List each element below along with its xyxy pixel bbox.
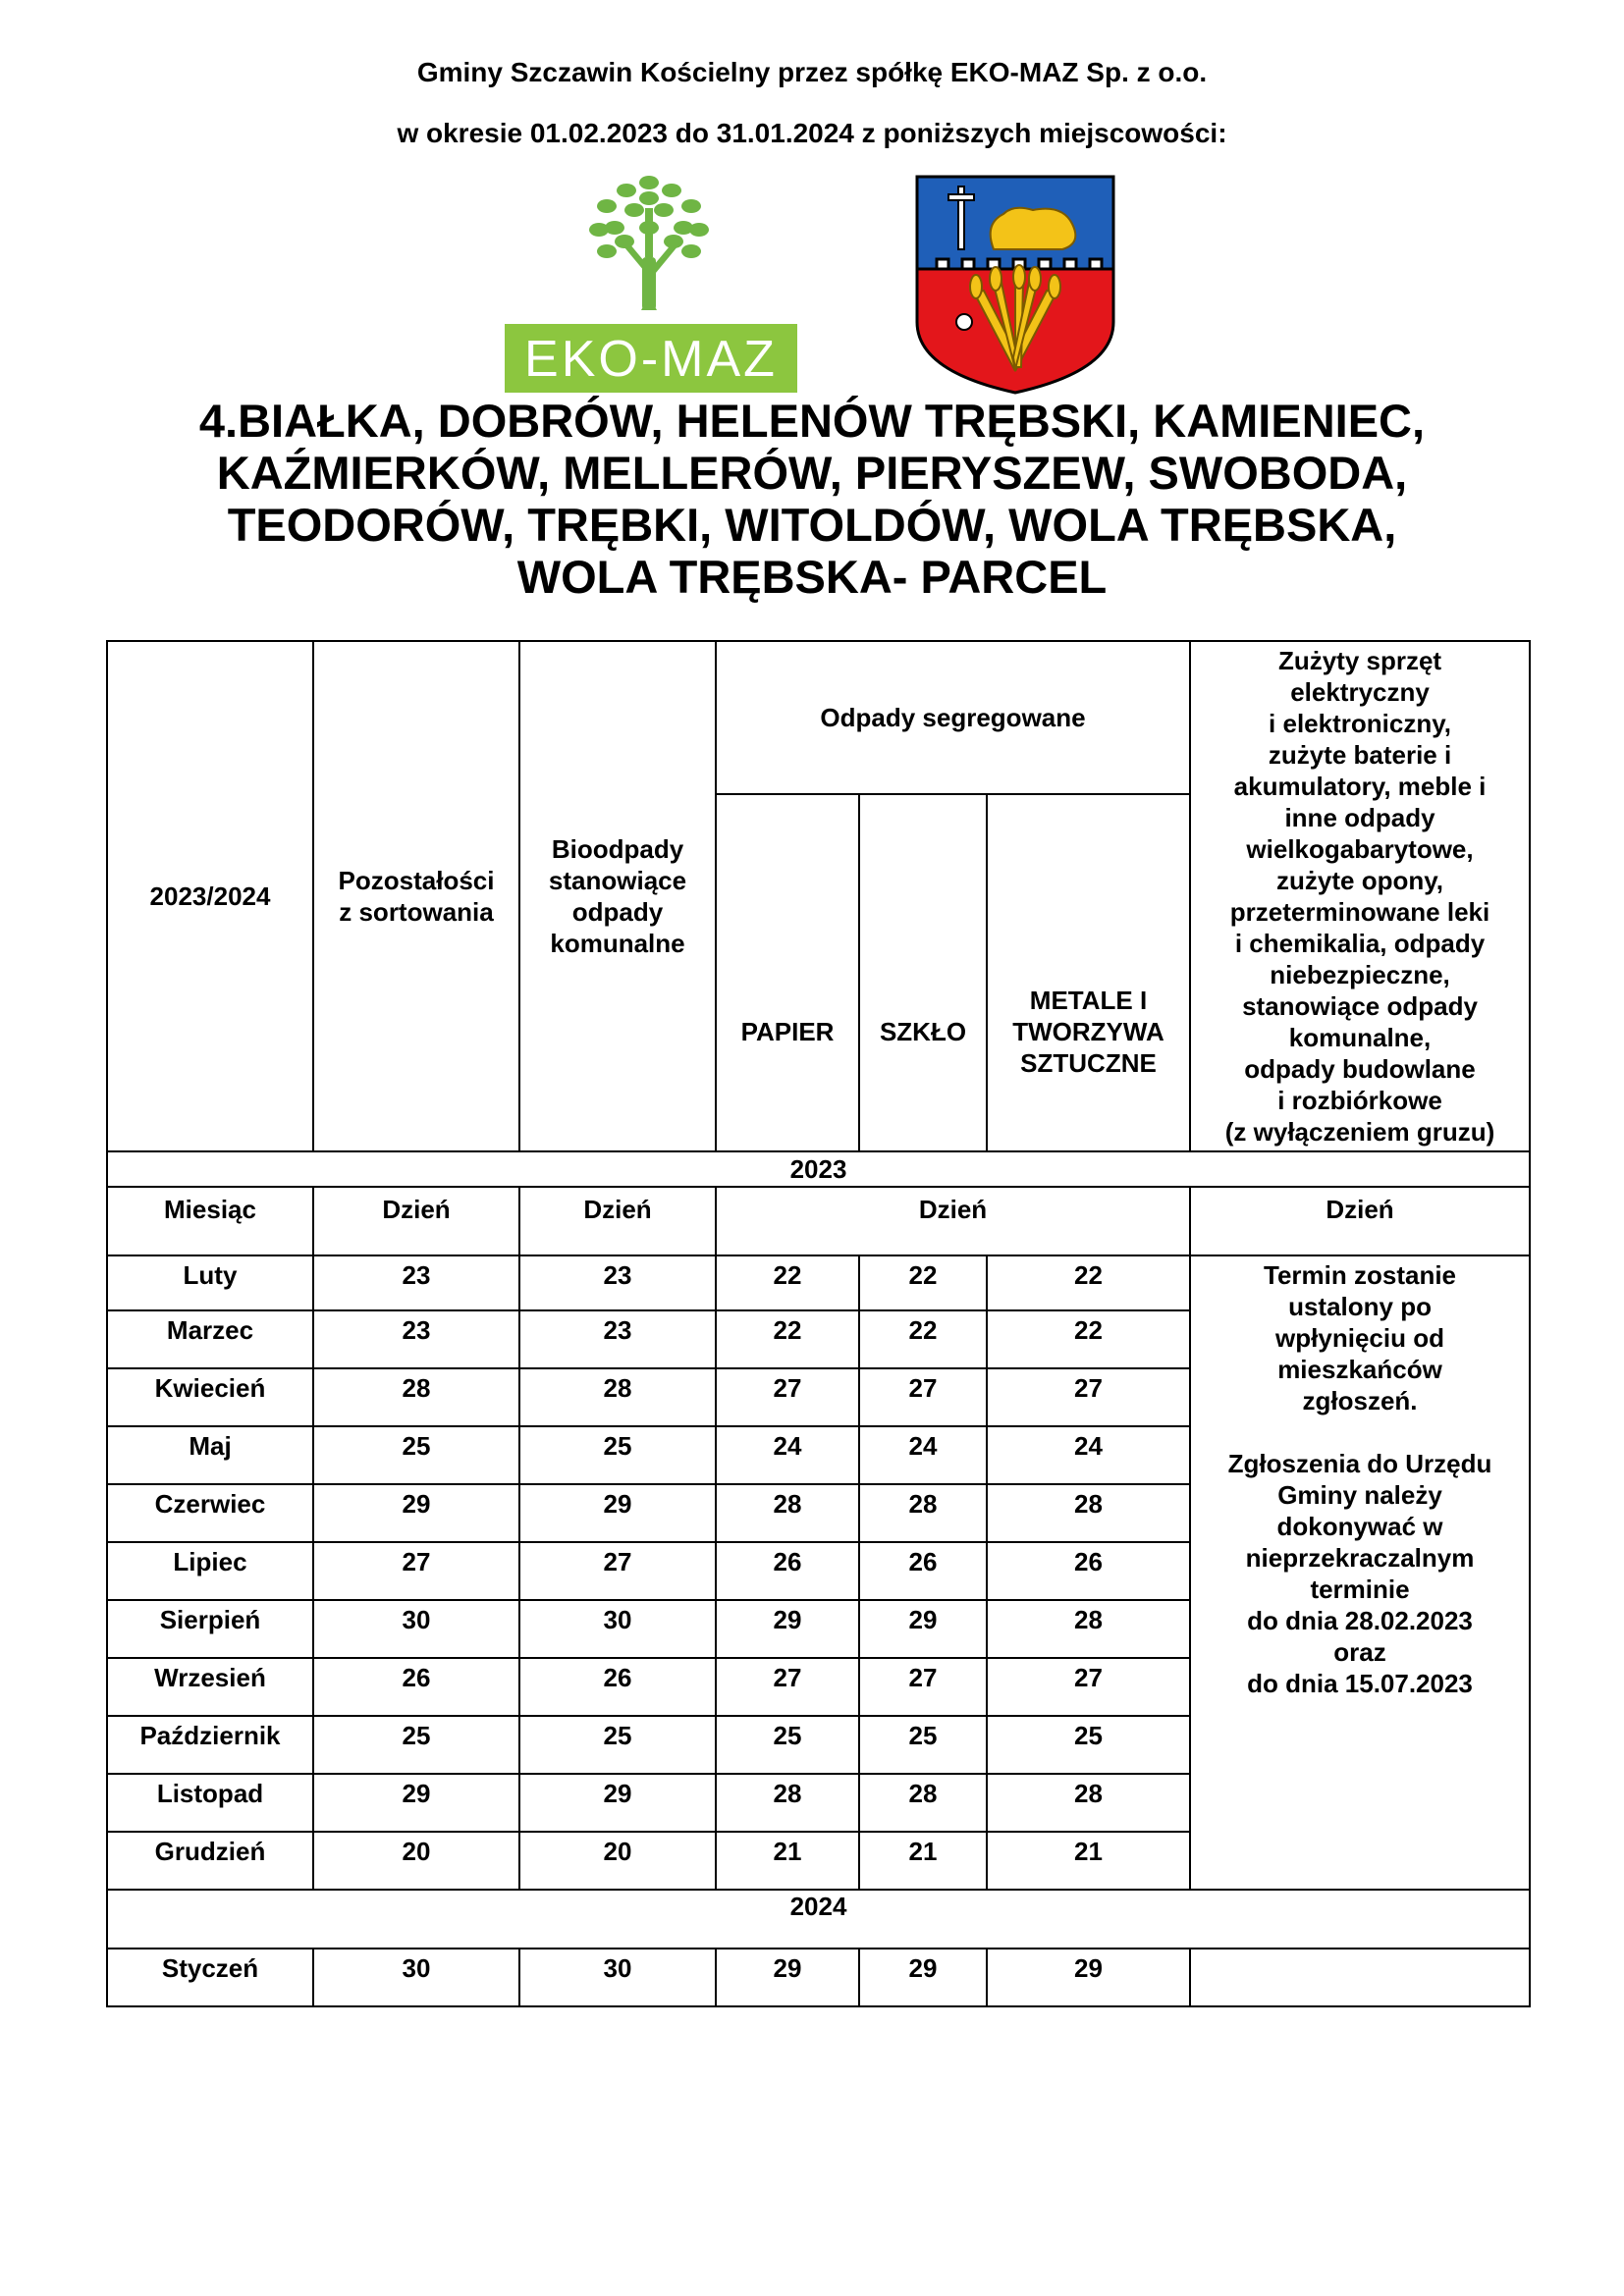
header-line: TWORZYWA: [1012, 1017, 1164, 1046]
paper-day-cell: 24: [716, 1426, 859, 1484]
header-line: z sortowania: [339, 897, 494, 927]
bio-day-cell: 20: [519, 1832, 716, 1890]
day-column-header: Dzień: [519, 1187, 716, 1255]
header-line: stanowiące: [548, 866, 687, 895]
metal-day-cell: 28: [987, 1774, 1190, 1832]
bulky-day-cell: [1190, 1949, 1530, 2006]
month-cell: Grudzień: [107, 1832, 313, 1890]
metal-day-cell: 22: [987, 1255, 1190, 1310]
bio-day-cell: 23: [519, 1310, 716, 1368]
segregated-header: Odpady segregowane: [716, 641, 1190, 794]
glass-day-cell: 24: [859, 1426, 987, 1484]
glass-day-cell: 27: [859, 1368, 987, 1426]
paper-day-cell: 25: [716, 1716, 859, 1774]
table-row: [107, 1949, 1530, 2006]
note-line: Termin zostanie: [1264, 1260, 1457, 1290]
metal-day-cell: 21: [987, 1832, 1190, 1890]
note-line: Gminy należy: [1277, 1480, 1442, 1510]
residual-day-cell: 29: [313, 1774, 519, 1832]
locations-heading: [98, 395, 1526, 603]
header-line: niebezpieczne,: [1270, 960, 1450, 989]
note-line: dokonywać w: [1276, 1512, 1443, 1541]
header-line: Bioodpady: [551, 834, 684, 864]
header-line: komunalne,: [1288, 1023, 1432, 1052]
day-column-header: Dzień: [1190, 1187, 1530, 1255]
header-line: Zużyty sprzęt: [1277, 646, 1442, 675]
glass-day-cell: 26: [859, 1542, 987, 1600]
month-cell: Kwiecień: [107, 1368, 313, 1426]
metal-day-cell: 27: [987, 1658, 1190, 1716]
day-column-header: Dzień: [313, 1187, 519, 1255]
locations-line: 4.BIAŁKA, DOBRÓW, HELENÓW TRĘBSKI, KAMIENIEC,: [198, 395, 1426, 447]
paper-day-cell: 29: [716, 1600, 859, 1658]
bio-day-cell: 30: [519, 1949, 716, 2006]
glass-day-cell: 21: [859, 1832, 987, 1890]
paper-day-cell: 27: [716, 1368, 859, 1426]
residual-day-cell: 30: [313, 1600, 519, 1658]
month-column-header: Miesiąc: [107, 1187, 313, 1255]
leaf-icon: [662, 184, 681, 197]
metal-day-cell: 26: [987, 1542, 1190, 1600]
note-line: do dnia 15.07.2023: [1247, 1669, 1473, 1698]
tree-icon: [589, 176, 709, 310]
bio-day-cell: 23: [519, 1255, 716, 1310]
header-line: i chemikalia, odpady: [1234, 929, 1486, 958]
leaf-icon: [617, 184, 636, 197]
glass-day-cell: 27: [859, 1658, 987, 1716]
leaf-icon: [615, 235, 634, 248]
note-line: wpłynięciu od: [1275, 1323, 1444, 1353]
residual-day-cell: 23: [313, 1255, 519, 1310]
bio-day-cell: 25: [519, 1426, 716, 1484]
metal-day-cell: 28: [987, 1484, 1190, 1542]
note-line: terminie: [1310, 1575, 1410, 1604]
bio-day-cell: 26: [519, 1658, 716, 1716]
locations-line: TEODORÓW, TRĘBKI, WITOLDÓW, WOLA TRĘBSKA,: [227, 499, 1397, 551]
header-line: stanowiące odpady: [1242, 991, 1478, 1021]
metal-day-cell: 22: [987, 1310, 1190, 1368]
note-line: do dnia 28.02.2023: [1247, 1606, 1473, 1635]
note-line: ustalony po: [1288, 1292, 1432, 1321]
header-line: wielkogabarytowe,: [1246, 834, 1474, 864]
month-cell: Lipiec: [107, 1542, 313, 1600]
month-cell: Październik: [107, 1716, 313, 1774]
locations-line: WOLA TRĘBSKA- PARCEL: [516, 551, 1108, 603]
residual-day-cell: 27: [313, 1542, 519, 1600]
glass-day-cell: 29: [859, 1949, 987, 2006]
paper-day-cell: 22: [716, 1310, 859, 1368]
month-cell: Marzec: [107, 1310, 313, 1368]
leaf-icon: [639, 191, 659, 205]
month-cell: Maj: [107, 1426, 313, 1484]
header-line: i rozbiórkowe: [1277, 1086, 1442, 1115]
leaf-icon: [624, 203, 644, 217]
header-line: przeterminowane leki: [1229, 897, 1490, 927]
leaf-icon: [664, 235, 683, 248]
year-row-2024: 2024: [107, 1890, 1530, 1949]
residual-day-cell: 30: [313, 1949, 519, 2006]
residual-day-cell: 28: [313, 1368, 519, 1426]
glass-day-cell: 28: [859, 1774, 987, 1832]
note-line: Zgłoszenia do Urzędu: [1227, 1449, 1492, 1478]
header-line: komunalne: [550, 929, 685, 958]
year-row-2023: 2023: [107, 1151, 1530, 1187]
collection-schedule-table: [106, 640, 1531, 2007]
note-line: mieszkańców: [1277, 1355, 1442, 1384]
locations-line: KAŹMIERKÓW, MELLERÓW, PIERYSZEW, SWOBODA,: [216, 447, 1408, 499]
header-line: SZTUCZNE: [1020, 1048, 1157, 1078]
bio-header: [519, 641, 716, 1151]
glass-day-cell: 22: [859, 1255, 987, 1310]
intro-line-2: w okresie 01.02.2023 do 31.01.2024 z poniższych miejscowości:: [397, 118, 1227, 148]
bio-day-cell: 29: [519, 1774, 716, 1832]
metal-header: [987, 794, 1190, 1151]
header-line: Pozostałości: [338, 866, 495, 895]
leaf-icon: [597, 244, 617, 258]
bio-day-cell: 29: [519, 1484, 716, 1542]
month-cell: Listopad: [107, 1774, 313, 1832]
header-line: (z wyłączeniem gruzu): [1224, 1117, 1495, 1147]
glass-day-cell: 29: [859, 1600, 987, 1658]
eko-maz-logo: [505, 169, 797, 395]
header-line: zużyte opony,: [1276, 866, 1443, 895]
leaf-icon: [689, 223, 709, 237]
coat-of-arms-icon: [915, 175, 1115, 395]
header-line: METALE I: [1029, 986, 1148, 1015]
paper-day-cell: 28: [716, 1484, 859, 1542]
leaf-icon: [654, 203, 674, 217]
paper-day-cell: 29: [716, 1949, 859, 2006]
season-header: 2023/2024: [107, 641, 313, 1151]
residual-day-cell: 20: [313, 1832, 519, 1890]
bio-day-cell: 25: [519, 1716, 716, 1774]
metal-day-cell: 27: [987, 1368, 1190, 1426]
note-line: zgłoszeń.: [1302, 1386, 1418, 1415]
metal-day-cell: 24: [987, 1426, 1190, 1484]
paper-day-cell: 28: [716, 1774, 859, 1832]
note-spacer: [1195, 1416, 1525, 1448]
table-row: [107, 1255, 1530, 1310]
paper-day-cell: 27: [716, 1658, 859, 1716]
bio-day-cell: 27: [519, 1542, 716, 1600]
paper-day-cell: 21: [716, 1832, 859, 1890]
glass-header: SZKŁO: [859, 794, 987, 1151]
month-cell: Luty: [107, 1255, 313, 1310]
residual-day-cell: 25: [313, 1716, 519, 1774]
bulky-header: [1190, 641, 1530, 1151]
metal-day-cell: 29: [987, 1949, 1190, 2006]
leaf-icon: [639, 221, 659, 235]
header-line: inne odpady: [1284, 803, 1435, 832]
residual-day-cell: 25: [313, 1426, 519, 1484]
metal-day-cell: 28: [987, 1600, 1190, 1658]
header-line: odpady: [571, 897, 664, 927]
leaf-icon: [589, 223, 609, 237]
leaf-icon: [597, 199, 617, 213]
glass-day-cell: 28: [859, 1484, 987, 1542]
intro-line-1: Gminy Szczawin Kościelny przez spółkę EKO-MAZ Sp. z o.o.: [416, 57, 1208, 87]
metal-day-cell: 25: [987, 1716, 1190, 1774]
bulky-waste-note: [1190, 1255, 1530, 1890]
leaf-icon: [681, 199, 701, 213]
month-cell: Wrzesień: [107, 1658, 313, 1716]
header-line: i elektroniczny,: [1269, 709, 1451, 738]
bio-day-cell: 30: [519, 1600, 716, 1658]
note-line: nieprzekraczalnym: [1245, 1543, 1475, 1573]
leaf-icon: [639, 176, 659, 189]
residual-day-cell: 26: [313, 1658, 519, 1716]
residual-day-cell: 23: [313, 1310, 519, 1368]
glass-day-cell: 25: [859, 1716, 987, 1774]
paper-day-cell: 26: [716, 1542, 859, 1600]
leaf-icon: [681, 244, 701, 258]
paper-header: PAPIER: [716, 794, 859, 1151]
bio-day-cell: 28: [519, 1368, 716, 1426]
month-cell: Sierpień: [107, 1600, 313, 1658]
day-column-header: Dzień: [716, 1187, 1190, 1255]
header-line: zużyte baterie i: [1268, 740, 1452, 770]
header-line: elektryczny: [1290, 677, 1430, 707]
eko-maz-logo-text: EKO-MAZ: [524, 331, 778, 388]
residual-day-cell: 29: [313, 1484, 519, 1542]
header-line: odpady budowlane: [1244, 1054, 1476, 1084]
month-cell: Styczeń: [107, 1949, 313, 2006]
header-line: akumulatory, meble i: [1233, 772, 1487, 801]
month-cell: Czerwiec: [107, 1484, 313, 1542]
paper-day-cell: 22: [716, 1255, 859, 1310]
glass-day-cell: 22: [859, 1310, 987, 1368]
residual-header: [313, 641, 519, 1151]
note-line: oraz: [1333, 1637, 1386, 1667]
